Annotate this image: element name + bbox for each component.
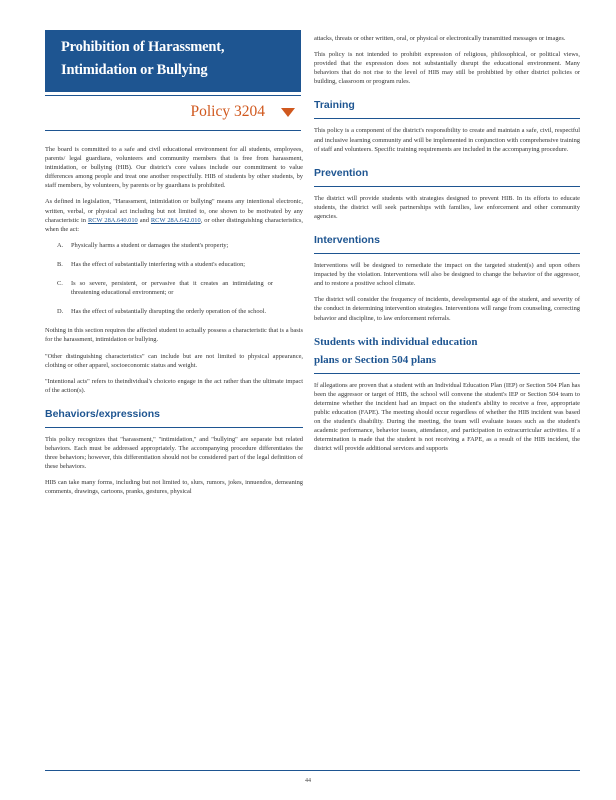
list-item [45, 241, 303, 250]
intro-paragraph: The board is committed to a safe and civil educational environment for all students, employees, parents/ legal guardians, volunteers and community members that is free from harassment, intimidation, or bullying (HIB). Our district's core values include our commitment to value differences among people and treat one another respectfully. HIB of students by other students, by staff members, by volunteers, by parents or by guardians is prohibited. [45, 146, 303, 190]
section-rule [314, 373, 580, 374]
interventions-paragraph-2: The district will consider the frequency of incidents, developmental age of the student, and severity of the conduct in determining intervention strategies. Interventions will range from counseling, correcting behavior and discipline, to law enforcement referrals. [314, 296, 580, 322]
prevention-paragraph: The district will provide students with strategies designed to prevent HIB. In its efforts to educate students, the district will seek partnerships with families, law enforcement and other community agencies. [314, 194, 580, 220]
prevention-section [314, 166, 580, 221]
characteristic-paragraph: Nothing in this section requires the affected student to actually possess a characteristic that is a basis for the harassment, intimidation or bullying. [45, 327, 303, 344]
intentional-acts-paragraph: "Intentional acts" refers to theindividual's choiceto engage in the act rather than the ultimate impact of the action(s). [45, 377, 303, 394]
title-rule [45, 95, 301, 96]
section-rule [314, 186, 580, 187]
training-heading: Training [314, 99, 355, 112]
other-characteristics-paragraph: "Other distinguishing characteristics" can include but are not limited to physical appearance, clothing or other apparel, socioeconomic status and weight. [45, 352, 303, 369]
behaviors-heading: Behaviors/expressions [45, 407, 160, 420]
section-rule [314, 253, 580, 254]
interventions-heading: Interventions [314, 234, 380, 247]
list-letter: B. [57, 260, 63, 268]
section-rule [45, 427, 303, 428]
list-text: Has the effect of substantially disrupting the orderly operation of the school. [71, 308, 267, 316]
behaviors-paragraph-1: This policy recognizes that "harassment," "intimidation," and "bullying" are separate but related behaviors. Each must be addressed appropriately. The accompanying procedure differentiates the three behaviors; however, this differentiation should not be considered part of the legal definition of these behaviors. [45, 435, 303, 471]
list-text: Has the effect of substantially interfering with a student's education; [71, 260, 246, 268]
definition-paragraph [45, 197, 303, 233]
policy-rule [45, 130, 301, 131]
students-heading-line-1: Students with individual education [314, 335, 478, 348]
training-paragraph: This policy is a component of the district's responsibility to create and maintain a safe, civil, respectful and inclusive learning community and will be implemented in conjunction with comprehensive training of staff and volunteers. Specific training requirements are included in the accompanying procedure. [314, 127, 580, 153]
section-rule [314, 118, 580, 119]
interventions-section [314, 233, 580, 323]
students-section [314, 335, 580, 454]
definition-text-b: , or other distinguishing characteristics, when the act: [45, 216, 303, 233]
list-text: Is so severe, persistent, or pervasive that it creates an intimidating or threatening educational environment; or [71, 280, 273, 297]
rcw-link-642[interactable]: RCW 28A.642.010 [150, 216, 201, 224]
list-item [45, 279, 303, 297]
policy-label-row [45, 98, 303, 126]
acts-list [45, 241, 303, 316]
behaviors-section [45, 407, 303, 497]
left-column [45, 30, 303, 496]
page-number: 44 [305, 778, 311, 784]
title-line-1: Prohibition of Harassment, [61, 39, 225, 55]
list-letter: C. [57, 280, 63, 288]
title-line-2: Intimidation or Bullying [61, 62, 208, 78]
behaviors-paragraph-2: HIB can take many forms, including but not limited to, slurs, rumors, jokes, innuendos, demeaning comments, drawings, cartoons, pranks, gestures, physical [45, 479, 303, 496]
students-paragraph: If allegations are proven that a student with an Individual Education Plan (IEP) or Section 504 Plan has been the aggressor or target of HIB, the school will convene the student's IEP or Section 504 team to determine whether the incident had an impact on the student's ability to receive a free, appropriate public education (FAPE). The meeting should occur regardless of whether the HIB incident was based on the student's disability. During the meeting, the team will evaluate issues such as the student's academic performance, behavior issues, attendance, and participation in extracurricular activities. If a determination is made that the student is not receiving a FAPE, as a result of the HIB incident, the district will provide additional services and supports [314, 381, 580, 453]
footer-rule [45, 770, 580, 771]
list-item [45, 307, 303, 316]
definition-text-a: As defined in legislation, "Harassment, intimidation or bullying" means any intentional electronic, written, verbal, or physical act including but not limited to, one shown to be motivated by any characteristic in [45, 198, 303, 224]
students-heading-line-2: plans or Section 504 plans [314, 353, 437, 366]
right-column [314, 34, 580, 453]
training-section [314, 98, 580, 153]
interventions-paragraph-1: Interventions will be designed to remediate the impact on the targeted student(s) and upon others impacted by the violation. Interventions will also be designed to change the behavior of the aggressor, and to restore a positive school climate. [314, 262, 580, 288]
policy-number: Policy 3204 [190, 103, 265, 120]
title-banner [45, 30, 301, 92]
continued-paragraph: attacks, threats or other written, oral, or physical or electronically transmitted messages or images. [314, 35, 566, 42]
list-letter: A. [57, 241, 64, 249]
prevention-heading: Prevention [314, 166, 369, 179]
list-letter: D. [57, 308, 64, 316]
triangle-down-icon [281, 108, 295, 117]
list-item [45, 260, 303, 269]
expression-paragraph: This policy is not intended to prohibit expression of religious, philosophical, or political views, provided that the expression does not substantially disrupt the educational environment. Many behaviors that do not rise to the level of HIB may still be prohibited by other district policies or building, classroom or program rules. [314, 51, 580, 86]
list-text: Physically harms a student or damages the student's property; [71, 241, 229, 249]
definition-and: and [137, 216, 151, 224]
rcw-link-640[interactable]: RCW 28A.640.010 [87, 216, 138, 224]
